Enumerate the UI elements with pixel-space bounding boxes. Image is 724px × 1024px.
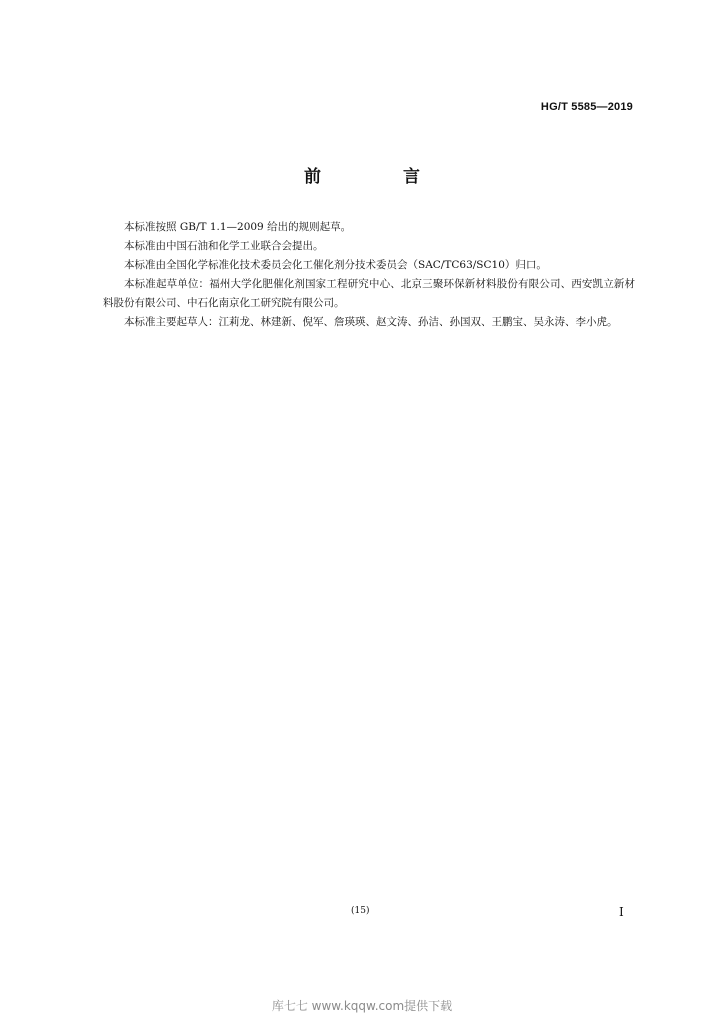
standard-code: HG/T 5585—2019 [540,101,633,113]
paragraph-drafting-units: 本标准起草单位：福州大学化肥催化剂国家工程研究中心、北京三聚环保新材料股份有限公司、西安凯立新材料股份有限公司、中石化南京化工研究院有限公司。 [103,278,635,309]
paragraph-drafting-rules: 本标准按照 GB/T 1.1—2009 给出的规则起草。 [124,221,352,233]
roman-page-number: I [619,905,624,919]
paragraph-main-drafters: 本标准主要起草人：江莉龙、林建新、倪军、詹瑛瑛、赵文涛、孙洁、孙国双、王鹏宝、吴永涛、李小虎。 [124,316,618,328]
paragraph-technical-committee: 本标准由全国化学标准化技术委员会化工催化剂分技术委员会（SAC/TC63/SC10）归口。 [124,259,547,271]
download-watermark: 库七七 www.kqqw.com提供下载 [271,999,453,1013]
page-title: 前 言 [304,167,458,187]
foreword-body [103,218,635,332]
page-number: (15) [351,906,370,916]
paragraph-proposer: 本标准由中国石油和化学工业联合会提出。 [124,240,324,252]
